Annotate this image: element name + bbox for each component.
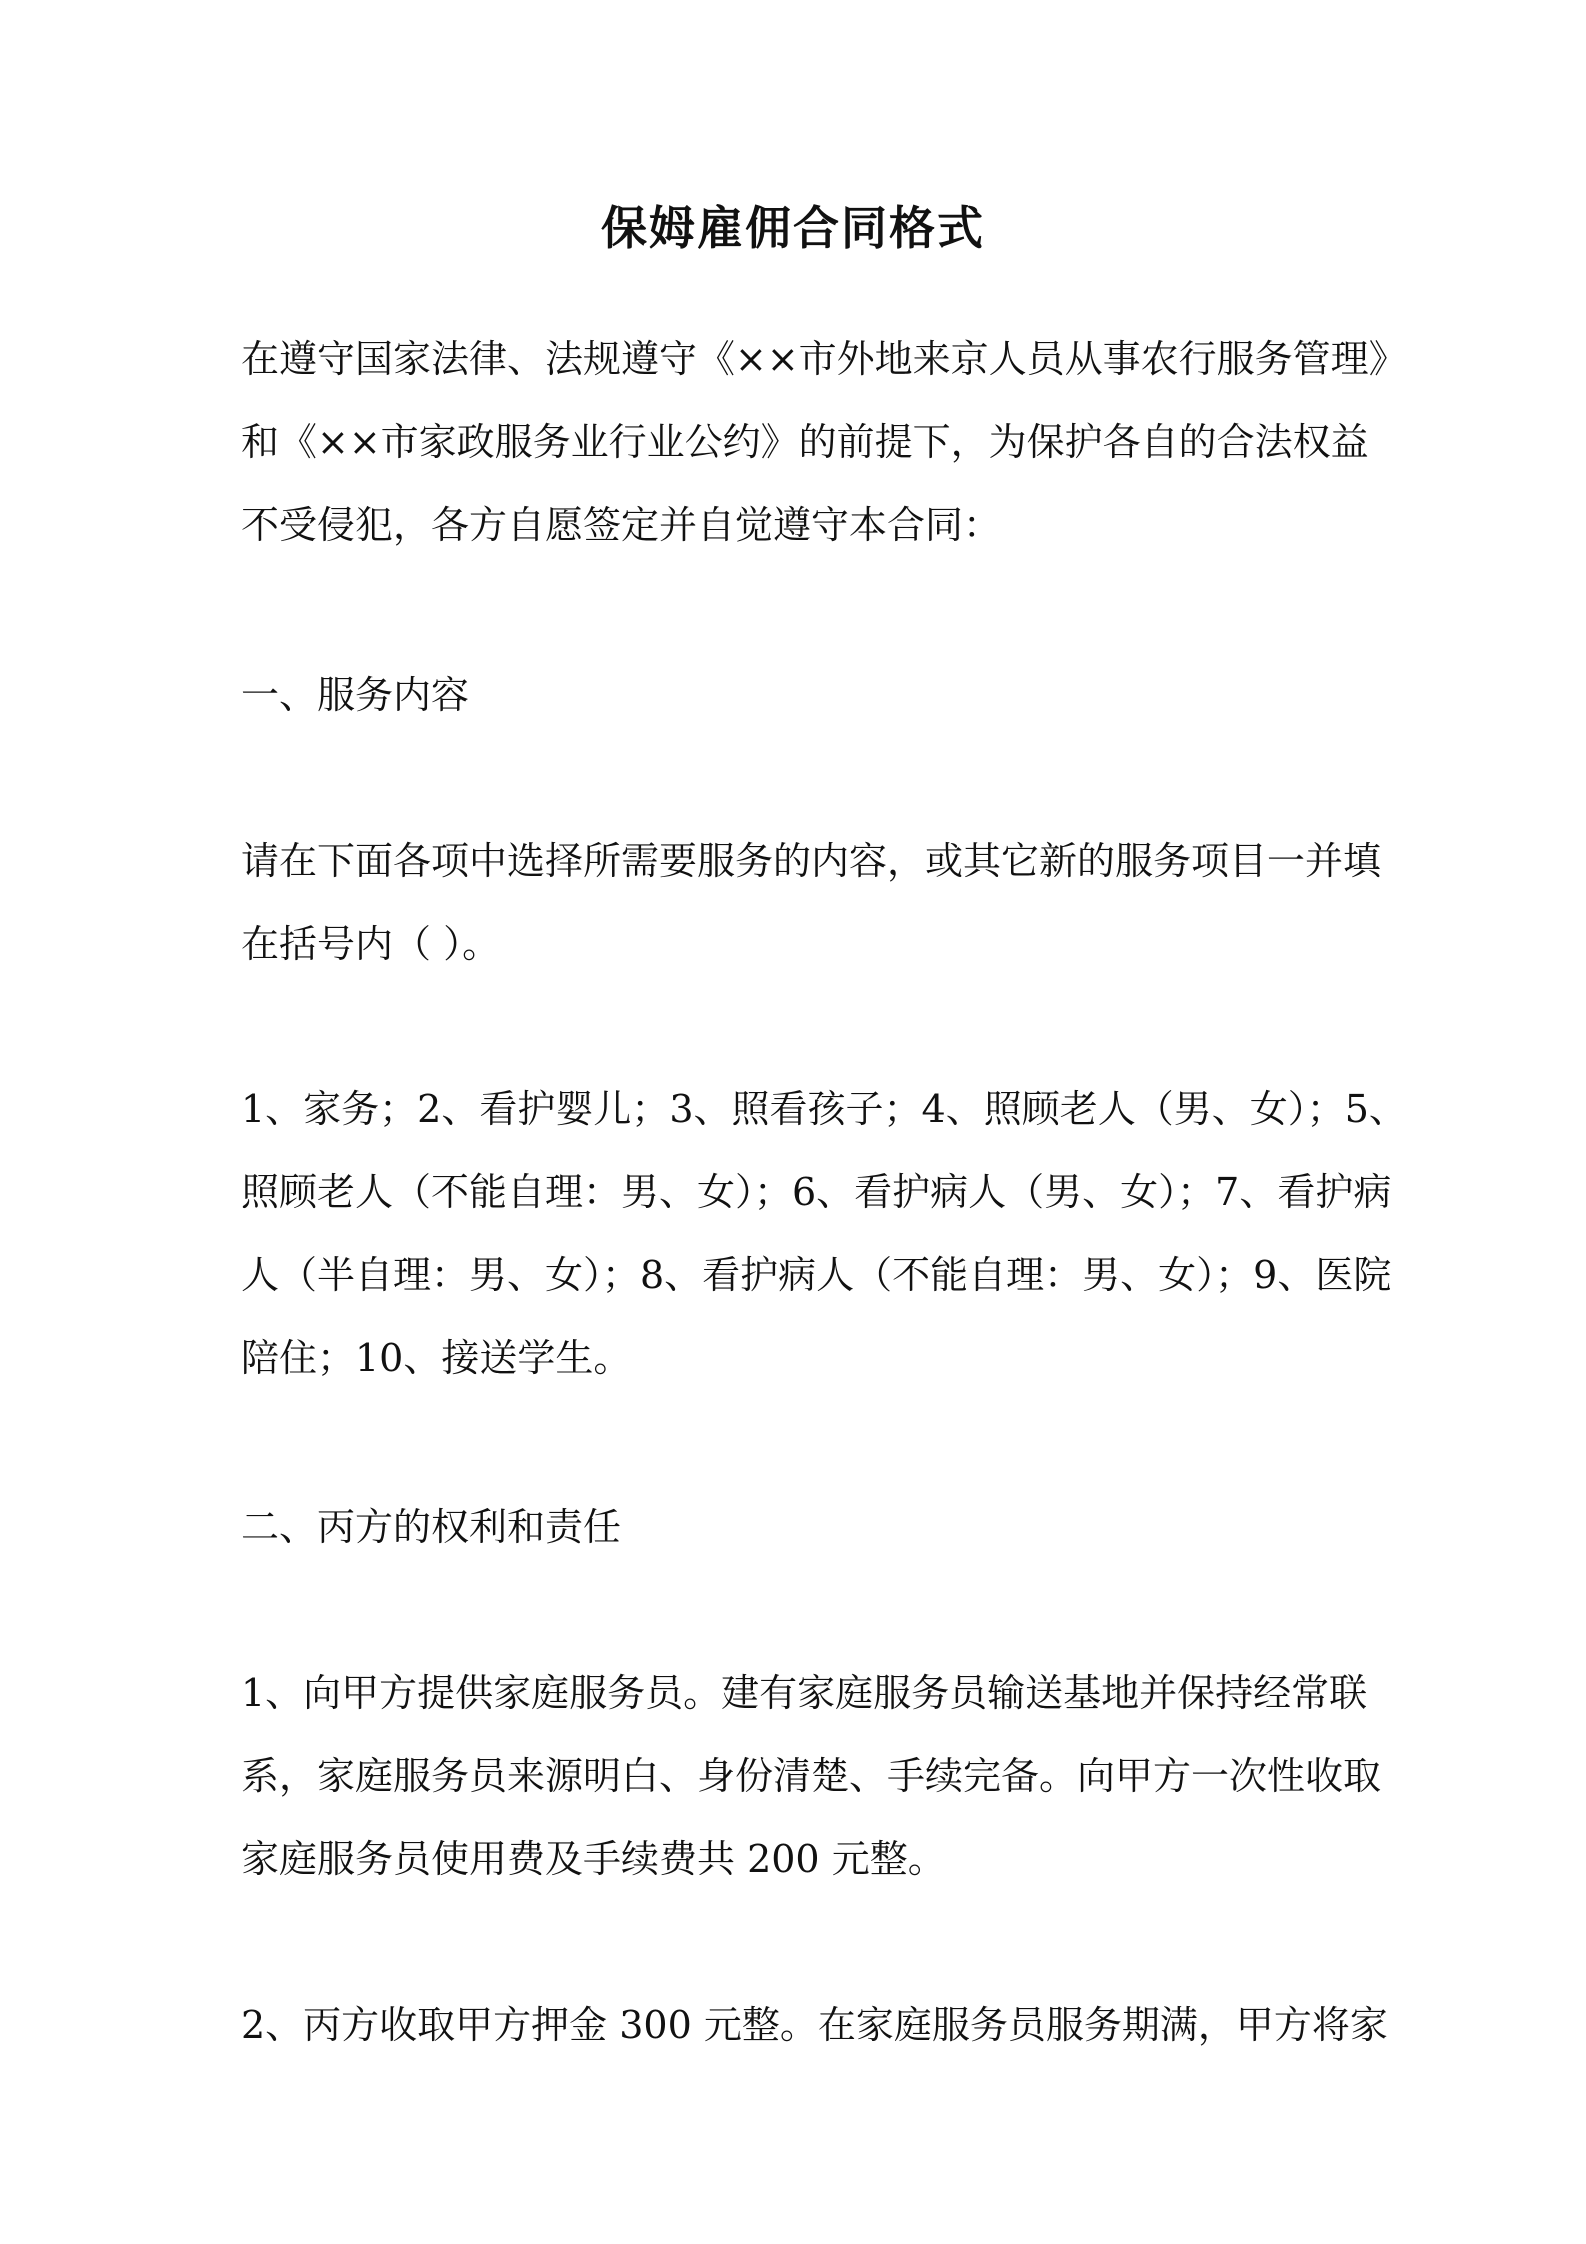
section-heading-service-content: 一、服务内容 — [241, 673, 470, 717]
intro-line: 和《××市家政服务业行业公约》的前提下，为保护各自的合法权益 — [241, 420, 1369, 464]
section1-instruction — [241, 820, 1382, 986]
section1-heading-block — [241, 654, 1351, 737]
section1-items — [241, 1068, 1407, 1400]
instruction-line: 请在下面各项中选择所需要服务的内容，或其它新的服务项目一并填 — [241, 839, 1382, 883]
document-title: 保姆雇佣合同格式 — [601, 201, 985, 255]
clause-line: 系，家庭服务员来源明白、身份清楚、手续完备。向甲方一次性收取 — [241, 1754, 1382, 1798]
section2-item2 — [241, 1984, 1388, 2067]
intro-line: 不受侵犯，各方自愿签定并自觉遵守本合同： — [241, 503, 1002, 547]
service-items-line: 1、家务；2、看护婴儿；3、照看孩子；4、照顾老人（男、女）；5、 — [241, 1087, 1407, 1131]
clause-line: 2、丙方收取甲方押金 300 元整。在家庭服务员服务期满，甲方将家 — [241, 2003, 1388, 2047]
service-items-line: 陪住；10、接送学生。 — [241, 1336, 632, 1380]
intro-paragraph — [241, 318, 1407, 567]
service-items-line: 人（半自理：男、女）；8、看护病人（不能自理：男、女）；9、医院 — [241, 1253, 1392, 1297]
clause-line: 1、向甲方提供家庭服务员。建有家庭服务员输送基地并保持经常联 — [241, 1671, 1368, 1715]
section2-item1 — [241, 1652, 1382, 1901]
instruction-line: 在括号内（ ）。 — [241, 922, 501, 966]
intro-line: 在遵守国家法律、法规遵守《××市外地来京人员从事农行服务管理》 — [241, 337, 1407, 381]
section2-heading-block — [241, 1486, 1351, 1569]
clause-line: 家庭服务员使用费及手续费共 200 元整。 — [241, 1837, 946, 1881]
service-items-line: 照顾老人（不能自理：男、女）；6、看护病人（男、女）；7、看护病 — [241, 1170, 1392, 1214]
section-heading-rights-duties: 二、丙方的权利和责任 — [241, 1505, 622, 1549]
